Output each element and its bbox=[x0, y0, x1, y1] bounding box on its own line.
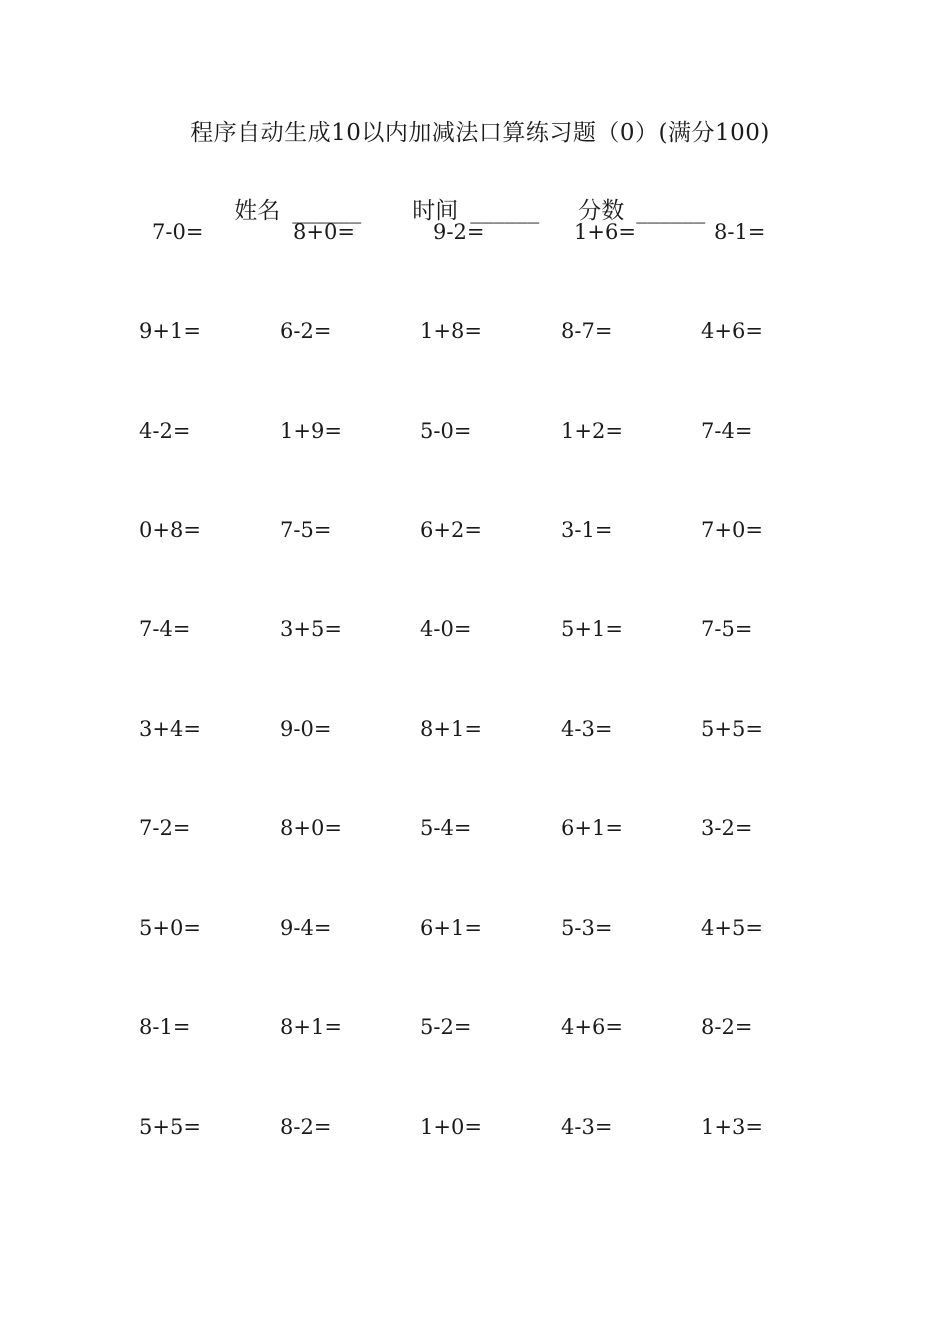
problem-row bbox=[0, 816, 950, 846]
problem-row bbox=[0, 916, 950, 946]
math-problem: 7-4= bbox=[139, 617, 191, 641]
math-problem: 7-5= bbox=[280, 518, 332, 542]
math-problem: 6+2= bbox=[420, 518, 482, 542]
math-problem: 6+1= bbox=[561, 816, 623, 840]
time-label: 时间 bbox=[412, 198, 459, 224]
math-problem: 9+1= bbox=[139, 319, 201, 343]
math-problem: 6+1= bbox=[420, 916, 482, 940]
math-problem: 8-2= bbox=[701, 1015, 753, 1039]
math-problem: 5+1= bbox=[561, 617, 623, 641]
math-problem: 1+2= bbox=[561, 419, 623, 443]
math-problem: 4-3= bbox=[561, 1115, 613, 1139]
problem-row bbox=[0, 717, 950, 747]
problem-row bbox=[0, 518, 950, 548]
math-problem: 4+6= bbox=[701, 319, 763, 343]
math-problem: 5+5= bbox=[701, 717, 763, 741]
math-problem: 8-1= bbox=[139, 1015, 191, 1039]
time-blank[interactable]: ______ bbox=[470, 198, 540, 224]
problem-row bbox=[0, 617, 950, 647]
math-problem: 4-0= bbox=[420, 617, 472, 641]
math-problem: 8+0= bbox=[293, 220, 355, 244]
math-problem: 5-4= bbox=[420, 816, 472, 840]
math-problem: 7-0= bbox=[152, 220, 204, 244]
math-problem: 3+5= bbox=[280, 617, 342, 641]
math-problem: 7-5= bbox=[701, 617, 753, 641]
math-problem: 8+1= bbox=[420, 717, 482, 741]
math-problem: 9-4= bbox=[280, 916, 332, 940]
math-problem: 1+0= bbox=[420, 1115, 482, 1139]
math-problem: 3-2= bbox=[701, 816, 753, 840]
math-problem: 5-0= bbox=[420, 419, 472, 443]
math-problem: 8+0= bbox=[280, 816, 342, 840]
math-problem: 3+4= bbox=[139, 717, 201, 741]
problem-row bbox=[0, 319, 950, 349]
math-problem: 7-2= bbox=[139, 816, 191, 840]
name-blank[interactable]: ______ bbox=[292, 198, 362, 224]
score-label: 分数 bbox=[578, 198, 625, 224]
math-problem: 8+1= bbox=[280, 1015, 342, 1039]
math-problem: 4-3= bbox=[561, 717, 613, 741]
math-problem: 5+0= bbox=[139, 916, 201, 940]
score-blank[interactable]: ______ bbox=[636, 198, 706, 224]
math-problem: 6-2= bbox=[280, 319, 332, 343]
math-problem: 5-2= bbox=[420, 1015, 472, 1039]
math-problem: 4-2= bbox=[139, 419, 191, 443]
math-problem: 1+9= bbox=[280, 419, 342, 443]
problem-row bbox=[0, 1115, 950, 1145]
problem-row bbox=[0, 220, 950, 250]
math-problem: 9-2= bbox=[433, 220, 485, 244]
math-problem: 1+3= bbox=[701, 1115, 763, 1139]
math-problem: 8-2= bbox=[280, 1115, 332, 1139]
math-problem: 3-1= bbox=[561, 518, 613, 542]
math-problem: 8-7= bbox=[561, 319, 613, 343]
math-problem: 4+6= bbox=[561, 1015, 623, 1039]
math-problem: 5-3= bbox=[561, 916, 613, 940]
math-problem: 1+6= bbox=[574, 220, 636, 244]
math-problem: 8-1= bbox=[714, 220, 766, 244]
problem-row bbox=[0, 419, 950, 449]
math-problem: 7-4= bbox=[701, 419, 753, 443]
problem-row bbox=[0, 1015, 950, 1045]
math-problem: 0+8= bbox=[139, 518, 201, 542]
name-label: 姓名 bbox=[234, 198, 281, 224]
math-problem: 9-0= bbox=[280, 717, 332, 741]
math-problem: 1+8= bbox=[420, 319, 482, 343]
math-problem: 4+5= bbox=[701, 916, 763, 940]
worksheet-title: 程序自动生成10以内加减法口算练习题（0）(满分100) bbox=[190, 120, 770, 146]
math-problem: 5+5= bbox=[139, 1115, 201, 1139]
math-problem: 7+0= bbox=[701, 518, 763, 542]
